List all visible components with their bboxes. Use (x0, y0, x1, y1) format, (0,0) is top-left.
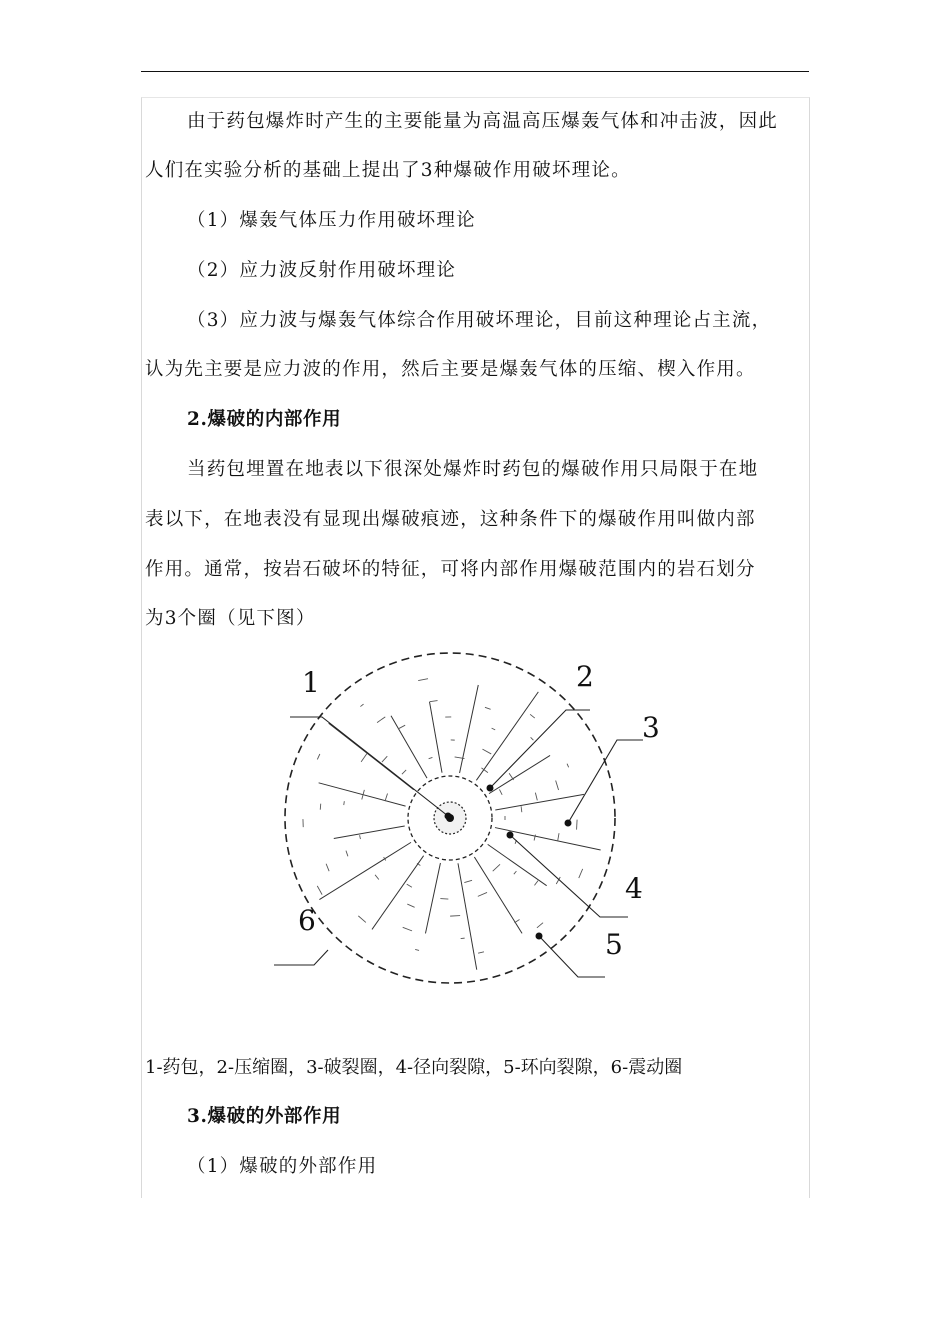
ring-crack (509, 773, 513, 780)
diagram-label-4: 4 (625, 872, 643, 905)
diagram-label-1: 1 (302, 666, 320, 699)
ring-crack (415, 949, 419, 950)
radial-crack (476, 692, 538, 780)
ring-crack (537, 923, 543, 928)
diagram-label-3: 3 (642, 711, 660, 744)
radial-crack (391, 716, 427, 778)
radial-crack (430, 702, 443, 773)
ring-crack (375, 875, 379, 880)
paragraph-intro-line2: 人们在实验分析的基础上提出了3种爆破作用破坏理论。 (145, 160, 631, 181)
ring-crack (320, 804, 321, 810)
figure-caption: 1-药包，2-压缩圈，3-破裂圈，4-径向裂隙，5-环向裂隙，6-震动圈 (145, 1057, 683, 1078)
ring-crack (429, 757, 433, 758)
header-rule (141, 71, 809, 72)
ring-crack (493, 864, 500, 871)
ring-crack (418, 679, 428, 681)
paragraph-internal-line2: 表以下，在地表没有显现出爆破痕迹，这种条件下的爆破作用叫做内部 (145, 509, 756, 530)
ring-crack (535, 793, 537, 801)
blast-zones-diagram (260, 640, 660, 1000)
ring-crack (360, 835, 361, 839)
ring-crack (530, 714, 535, 718)
radial-crack (488, 844, 547, 885)
theory-item-3-line1: （3）应力波与爆轰气体综合作用破坏理论，目前这种理论占主流， (187, 310, 772, 331)
ring-crack (579, 869, 583, 878)
ring-crack (385, 793, 387, 801)
external-item-1: （1）爆破的外部作用 (187, 1156, 378, 1177)
ring-crack (558, 833, 559, 841)
ring-crack (478, 892, 487, 896)
diagram-label-2: 2 (576, 660, 594, 693)
paragraph-internal-line4: 为3个圈（见下图） (145, 608, 316, 629)
ring-crack (514, 871, 517, 874)
ring-crack (407, 904, 414, 907)
ring-crack (464, 880, 472, 882)
radial-crack (495, 794, 584, 810)
ring-crack (407, 884, 412, 887)
ring-crack (556, 780, 559, 790)
ring-crack (485, 707, 491, 709)
ring-crack (326, 864, 329, 871)
section-heading-internal: 2.爆破的内部作用 (187, 409, 342, 430)
ring-crack (317, 754, 320, 759)
ring-crack (361, 754, 367, 762)
diagram-label-5: 5 (605, 928, 623, 961)
radial-crack (425, 863, 440, 933)
radial-crack (460, 685, 479, 773)
theory-item-3-line2: 认为先主要是应力波的作用，然后主要是爆轰气体的压缩、楔入作用。 (145, 359, 756, 380)
ring-crack (317, 886, 322, 895)
radial-crack (319, 842, 411, 899)
radial-crack (319, 783, 406, 806)
section-heading-external: 3.爆破的外部作用 (187, 1106, 342, 1127)
radial-crack (489, 755, 550, 793)
radial-crack (495, 828, 601, 850)
ring-crack (377, 717, 385, 723)
ring-crack (514, 920, 519, 923)
ring-crack (577, 820, 578, 830)
ring-crack (567, 764, 569, 768)
theory-item-2: （2）应力波反射作用破坏理论 (187, 260, 457, 281)
ring-crack (531, 737, 534, 740)
radial-crack (458, 863, 477, 969)
ring-crack (478, 952, 484, 953)
ring-crack (344, 801, 345, 805)
paragraph-internal-line3: 作用。通常，按岩石破坏的特征，可将内部作用爆破范围内的岩石划分 (145, 559, 756, 580)
ring-crack (521, 806, 522, 812)
radial-crack (372, 856, 424, 930)
ring-crack (358, 916, 366, 923)
ring-crack (398, 725, 405, 729)
ring-crack (482, 749, 491, 754)
radial-crack (334, 826, 405, 839)
ring-crack (450, 916, 460, 917)
ring-crack (492, 728, 496, 730)
theory-item-1: （1）爆轰气体压力作用破坏理论 (187, 210, 476, 231)
ring-crack (534, 881, 538, 886)
ring-crack (360, 704, 363, 706)
ring-crack (346, 851, 348, 857)
ring-crack (499, 789, 502, 794)
ring-crack (382, 756, 387, 762)
paragraph-internal-line1: 当药包埋置在地表以下很深处爆炸时药包的爆破作用只局限于在地 (187, 459, 759, 480)
ring-crack (402, 770, 406, 774)
ring-crack (440, 899, 448, 900)
ring-crack (430, 701, 438, 702)
paragraph-intro-line1: 由于药包爆炸时产生的主要能量为高温高压爆轰气体和冲击波，因此 (187, 111, 779, 132)
ring-crack (403, 927, 412, 931)
diagram-label-6: 6 (298, 904, 316, 937)
leader-lines (274, 710, 643, 977)
